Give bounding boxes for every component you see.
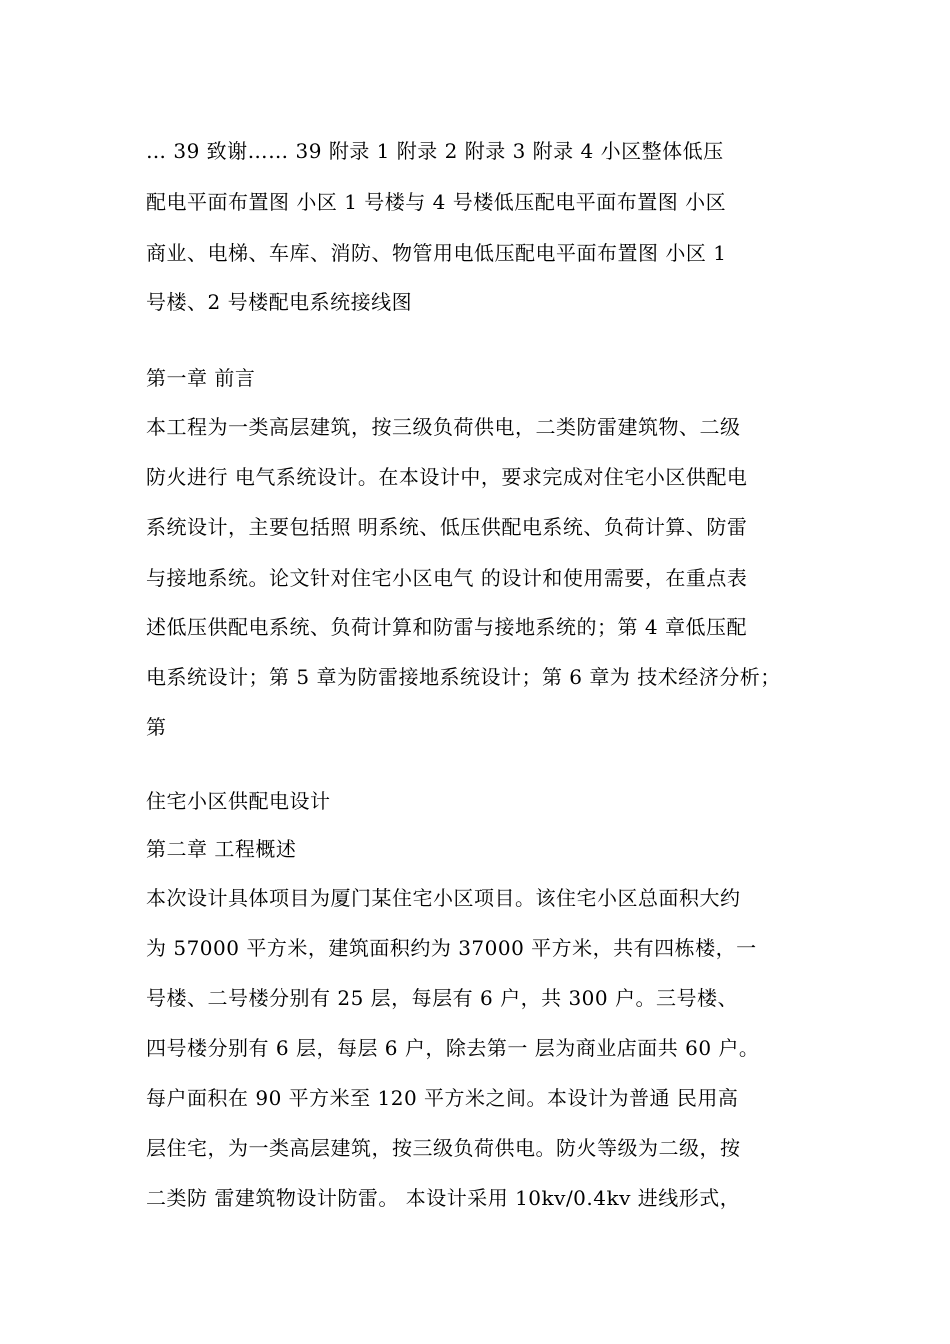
chapter1-heading: 第一章 前言 — [146, 366, 256, 390]
chapter2-text-line: 二类防 雷建筑物设计防雷。 本设计采用 10kv/0.4kv 进线形式， — [146, 1186, 741, 1210]
chapter2-text-line: 为 57000 平方米，建筑面积约为 37000 平方米，共有四栋楼，一 — [146, 936, 757, 960]
chapter2-text-line: 层住宅，为一类高层建筑，按三级负荷供电。防火等级为二级，按 — [146, 1136, 741, 1160]
chapter2-heading: 第二章 工程概述 — [146, 837, 297, 861]
toc-line: 商业、电梯、车库、消防、物管用电低压配电平面布置图 小区 1 — [146, 241, 727, 265]
chapter2-text-line: 每户面积在 90 平方米至 120 平方米之间。本设计为普通 民用高 — [146, 1086, 739, 1110]
chapter1-text-line: 与接地系统。论文针对住宅小区电气 的设计和使用需要，在重点表 — [146, 566, 748, 590]
chapter2-text-line: 四号楼分别有 6 层，每层 6 户，除去第一 层为商业店面共 60 户。 — [146, 1036, 760, 1060]
running-title: 住宅小区供配电设计 — [146, 789, 331, 813]
toc-line: 配电平面布置图 小区 1 号楼与 4 号楼低压配电平面布置图 小区 — [146, 190, 727, 214]
chapter1-text-line: 防火进行 电气系统设计。在本设计中，要求完成对住宅小区供配电 — [146, 465, 748, 489]
chapter2-text-line: 本次设计具体项目为厦门某住宅小区项目。该住宅小区总面积大约 — [146, 886, 741, 910]
toc-line: … 39 致谢…… 39 附录 1 附录 2 附录 3 附录 4 小区整体低压 — [146, 139, 724, 163]
toc-line: 号楼、2 号楼配电系统接线图 — [146, 290, 413, 314]
chapter1-text-line: 第 — [146, 715, 167, 739]
chapter1-text-line: 电系统设计；第 5 章为防雷接地系统设计；第 6 章为 技术经济分析； — [146, 665, 781, 689]
chapter1-text-line: 本工程为一类高层建筑，按三级负荷供电，二类防雷建筑物、二级 — [146, 415, 741, 439]
chapter1-text-line: 系统设计，主要包括照 明系统、低压供配电系统、负荷计算、防雷 — [146, 515, 748, 539]
chapter2-text-line: 号楼、二号楼分别有 25 层，每层有 6 户，共 300 户。三号楼、 — [146, 986, 738, 1010]
chapter1-text-line: 述低压供配电系统、负荷计算和防雷与接地系统的；第 4 章低压配 — [146, 615, 747, 639]
